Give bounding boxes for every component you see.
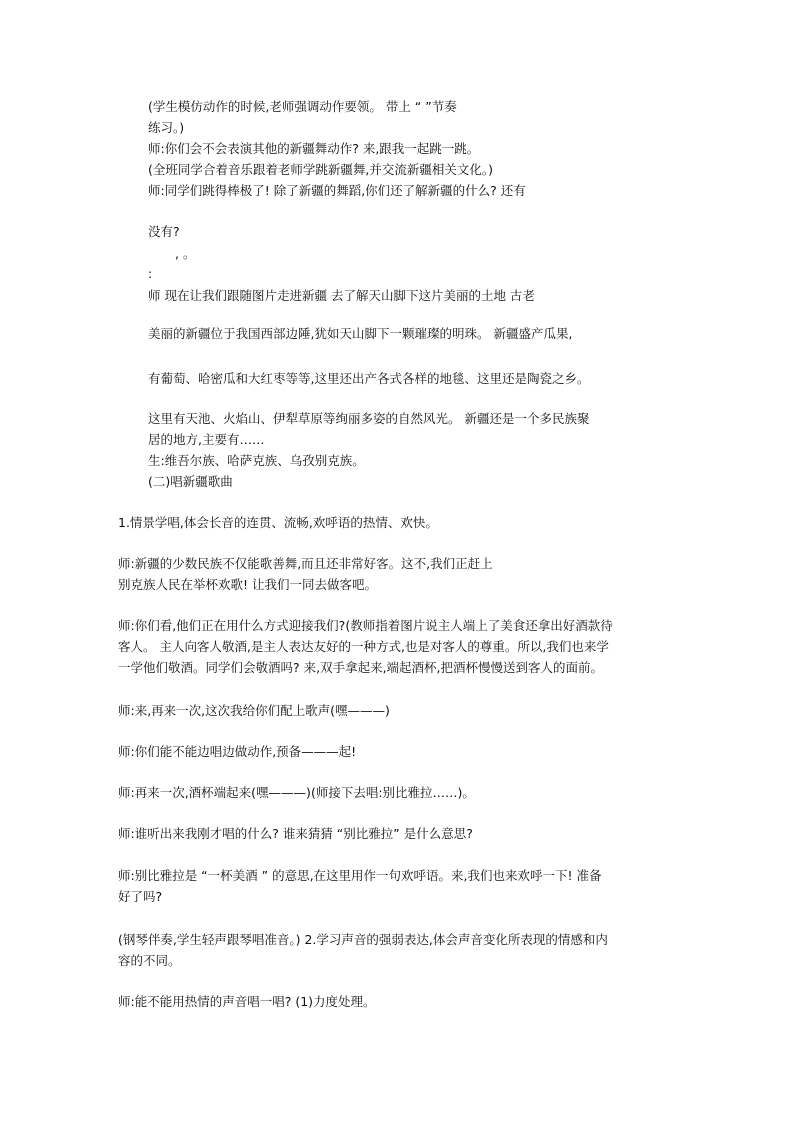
text-line: 师:你们看,他们正在用什么方式迎接我们?(教师指着图片说主人端上了美食还拿出好酒款待 bbox=[118, 618, 613, 633]
text-line: 没有? bbox=[148, 224, 180, 239]
text-line: 师:你们会不会表演其他的新疆舞动作? 来,跟我一起跳一跳。 bbox=[148, 141, 480, 156]
text-line: 师:同学们跳得棒极了! 除了新疆的舞蹈,你们还了解新疆的什么? 还有 bbox=[148, 183, 526, 198]
text-line: 师:你们能不能边唱边做动作,预备———起! bbox=[118, 744, 357, 759]
text-line: 师:谁听出来我刚才唱的什么? 谁来猜猜 “别比雅拉” 是什么意思? bbox=[118, 826, 473, 841]
text-line: 1.情景学唱,体会长音的连贯、流畅,欢呼语的热情、欢快。 bbox=[118, 515, 438, 530]
text-line: 好了吗? bbox=[118, 889, 163, 904]
text-line: 练习。) bbox=[148, 120, 185, 135]
text-line: (全班同学合着音乐跟着老师学跳新疆舞,并交流新疆相关文化。) bbox=[148, 162, 493, 177]
text-line: 美丽的新疆位于我国西部边陲,犹如天山脚下一颗璀璨的明珠。 新疆盛产瓜果, bbox=[148, 326, 573, 341]
text-line: 居的地方,主要有…… bbox=[148, 432, 265, 447]
text-line: (学生模仿动作的时候,老师强调动作要领。 带上 “ ”节奏 bbox=[148, 99, 457, 114]
text-line: 师:再来一次,酒杯端起来(嘿———)(师接下去唱:别比雅拉……)。 bbox=[118, 785, 475, 800]
text-line: 一学他们敬酒。同学们会敬酒吗? 来,双手拿起来,端起酒杯,把酒杯慢慢送到客人的面前。 bbox=[118, 660, 604, 675]
text-line: 师:能不能用热情的声音唱一唱? (1)力度处理。 bbox=[118, 994, 376, 1009]
text-line: 师:来,再来一次,这次我给你们配上歌声(嘿———) bbox=[118, 703, 390, 718]
punctuation-line: : bbox=[148, 266, 153, 281]
text-line: 师 现在让我们跟随图片走进新疆 去了解天山脚下这片美丽的土地 古老 bbox=[148, 288, 535, 303]
text-line: 师:新疆的少数民族不仅能歌善舞,而且还非常好客。这不,我们正赶上 bbox=[118, 556, 493, 571]
text-line: 别克族人民在举杯欢歌! 让我们一同去做客吧。 bbox=[118, 577, 377, 592]
text-line: 师:别比雅拉是 “一杯美酒 ” 的意思,在这里用作一句欢呼语。来,我们也来欢呼一下! 准备 bbox=[118, 868, 602, 883]
text-line: (钢琴伴奏,学生轻声跟琴唱准音。) 2.学习声音的强弱表达,体会声音变化所表现的情感和内 bbox=[118, 932, 608, 947]
text-line: 容的不同。 bbox=[118, 953, 181, 968]
punctuation-line: , 。 bbox=[175, 246, 196, 261]
text-line: 客人。 主人向客人敬酒,是主人表达友好的一种方式,也是对客人的尊重。所以,我们也来学 bbox=[118, 639, 609, 654]
text-line: 这里有天池、火焰山、伊犁草原等绚丽多姿的自然风光。 新疆还是一个多民族聚 bbox=[148, 411, 590, 426]
section-heading: (二)唱新疆歌曲 bbox=[148, 474, 233, 489]
text-line: 有葡萄、哈密瓜和大红枣等等,这里还出产各式各样的地毯、这里还是陶瓷之乡。 bbox=[148, 371, 590, 386]
text-line: 生:维吾尔族、哈萨克族、乌孜别克族。 bbox=[148, 453, 365, 468]
